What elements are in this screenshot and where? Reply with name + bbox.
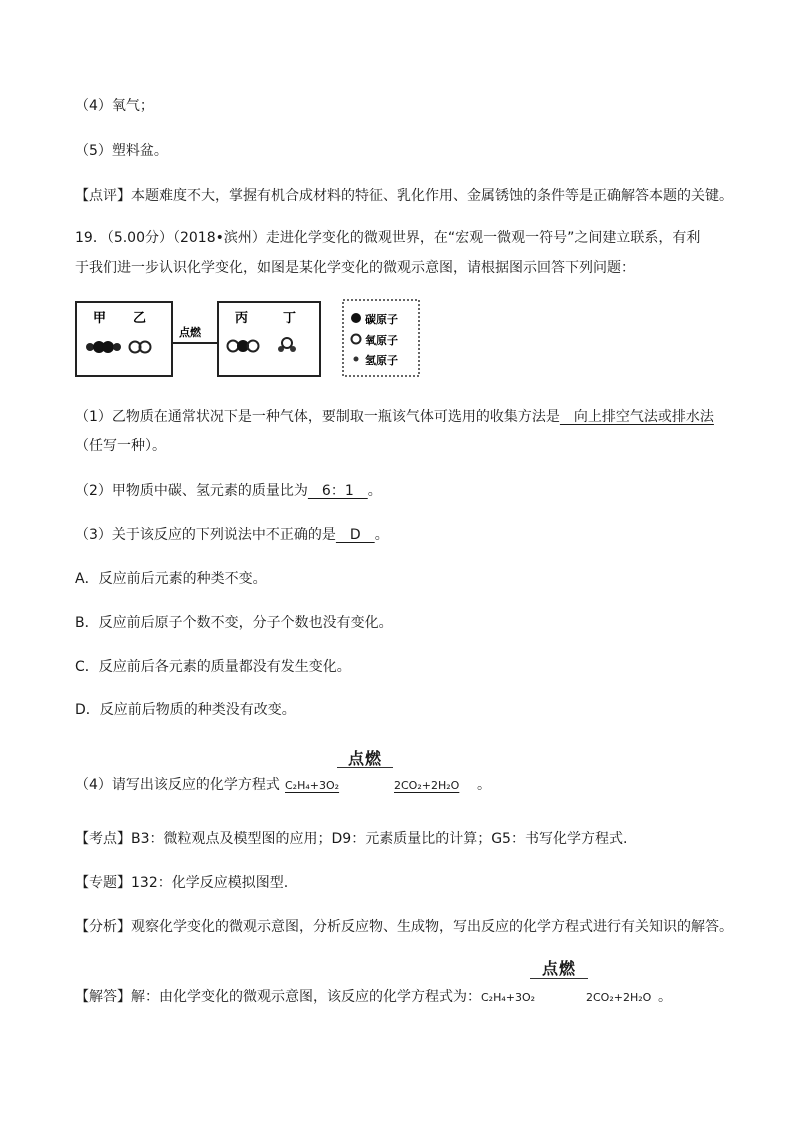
molecule-yi	[130, 342, 151, 353]
jieda-text: 【解答】解：由化学变化的微观示意图，该反应的化学方程式为：	[75, 989, 481, 1005]
question-3-end: 。	[374, 527, 389, 543]
question-2-end: 。	[367, 483, 382, 499]
label-yi: 乙	[133, 311, 147, 326]
q4-end: 。	[477, 777, 491, 793]
molecule-ding	[278, 338, 296, 352]
question-3	[75, 525, 389, 545]
jieda-end: 。	[658, 989, 672, 1005]
question-3-answer: D	[335, 527, 375, 543]
hydrogen-atom-icon	[354, 357, 359, 362]
q4-rhs: 2CO₂+2H₂O	[394, 779, 460, 792]
legend-oxygen: 氧原子	[365, 334, 398, 347]
question-19-stem-2: 于我们进一步认识化学变化，如图是某化学变化的微观示意图，请根据图示回答下列问题：	[75, 260, 635, 276]
zhuanti: 【专题】132：化学反应模拟图型.	[75, 875, 289, 891]
question-19-stem-1: 19．（5.00分）（2018•滨州）走进化学变化的微观世界，在“宏观一微观一符号”之间建立联系，有利	[75, 230, 701, 246]
question-1-text: （1）乙物质在通常状况下是一种气体，要制取一瓶该气体可选用的收集方法是	[75, 409, 560, 425]
reaction-micro-diagram	[75, 296, 455, 382]
jieda-rhs: 2CO₂+2H₂O	[586, 991, 652, 1004]
jieda-condition-line	[530, 978, 588, 979]
comment: 【点评】本题难度不大，掌握有机合成材料的特征、乳化作用、金属锈蚀的条件等是正确解答本题的关键。	[75, 188, 733, 204]
kaodian: 【考点】B3：微粒观点及模型图的应用；D9：元素质量比的计算；G5：书写化学方程式.	[75, 831, 628, 847]
label-ding: 丁	[283, 311, 297, 326]
option-a: A．反应前后元素的种类不变。	[75, 571, 267, 587]
question-2-text: （2）甲物质中碳、氢元素的质量比为	[75, 483, 308, 499]
question-2	[75, 481, 382, 501]
reactant-box	[76, 302, 172, 376]
reaction-diagram-svg	[75, 296, 455, 382]
oxygen-atom-icon	[352, 335, 361, 344]
product-box	[218, 302, 320, 376]
molecule-bing	[228, 340, 259, 352]
label-bing: 丙	[235, 311, 249, 326]
question-1-tail: （任写一种）。	[75, 438, 166, 454]
question-1	[75, 407, 714, 427]
q4-lhs: C₂H₄+3O₂	[285, 779, 340, 792]
molecule-jia	[86, 341, 121, 353]
option-d: D．反应前后物质的种类没有改变。	[75, 702, 296, 718]
jieda-condition: 点燃	[541, 959, 576, 978]
legend-carbon: 碳原子	[365, 313, 398, 326]
legend-hydrogen: 氢原子	[365, 354, 398, 367]
question-3-text: （3）关于该反应的下列说法中不正确的是	[75, 527, 336, 543]
answer-5: （5）塑料盆。	[75, 143, 168, 159]
answer-4: （4）氧气；	[75, 98, 154, 114]
arrow-condition: 点燃	[179, 326, 201, 339]
option-b: B．反应前后原子个数不变，分子个数也没有变化。	[75, 615, 393, 631]
question-1-answer: 向上排空气法或排水法	[559, 409, 714, 425]
label-jia: 甲	[93, 311, 107, 326]
question-2-answer: 6：1	[307, 483, 368, 499]
q4-condition: 点燃	[347, 749, 382, 768]
q4-condition-line	[337, 767, 393, 768]
jieda-lhs: C₂H₄+3O₂	[481, 991, 536, 1004]
fenxi: 【分析】观察化学变化的微观示意图，分析反应物、生成物，写出反应的化学方程式进行有关知识的解答。	[75, 919, 733, 935]
option-c: C．反应前后各元素的质量都没有发生变化。	[75, 659, 351, 675]
question-4-text: （4）请写出该反应的化学方程式	[75, 777, 280, 793]
carbon-atom-icon	[351, 313, 361, 323]
